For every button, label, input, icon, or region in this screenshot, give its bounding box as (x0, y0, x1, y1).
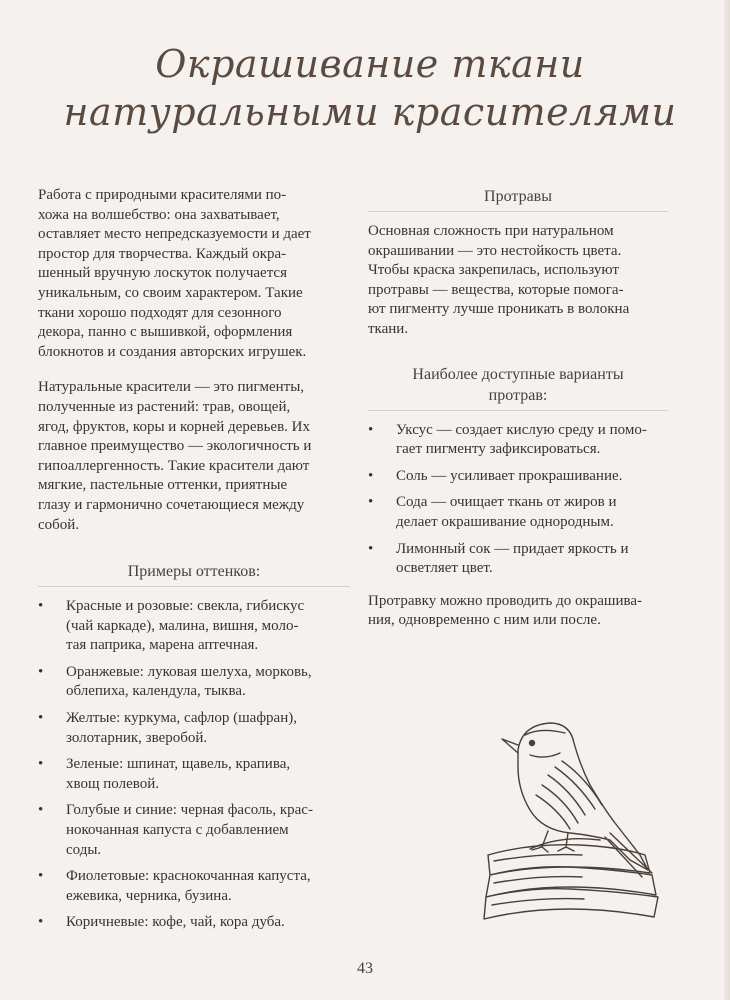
title-line-2: натуральными красителями (63, 90, 677, 134)
title-line-1: Окрашивание ткани (155, 42, 585, 86)
left-column (38, 186, 350, 940)
intro-paragraph: Работа с природными красителями по- хожа на волшебство: она захватывает, оставляет место непредсказуемости и дает простор для творчества. Каждый окра- шенный вручную лоскуток получается уникальным, со своим характером. Такие ткани хорошо подходят для сезонного декора, панно с вышивкой, оформления блокнотов и создания авторских игрушек. (38, 187, 311, 360)
list-item: • Коричневые: кофе, чай, кора дуба. (38, 914, 285, 931)
list-item: • Красные и розовые: свекла, гибискус (чай каркаде), малина, вишня, моло- тая паприка, марена аптечная. (38, 598, 305, 654)
mordant-variants-subheading: Наиболее доступные варианты протрав: (368, 364, 668, 411)
list-item: • Фиолетовые: краснокочанная капуста, ежевика, черника, бузина. (38, 868, 311, 904)
list-item: • Уксус — создает кислую среду и помо- гает пигменту зафиксироваться. (368, 421, 647, 458)
page-number: 43 (357, 960, 373, 977)
closing-paragraph: Протравку можно проводить до окрашива- ния, одновременно с ним или после. (368, 592, 643, 629)
mordants-list (368, 421, 668, 579)
bird-illustration-icon (470, 705, 680, 935)
page-title (60, 40, 680, 136)
list-item: • Лимонный сок — придает яркость и осветляет цвет. (368, 540, 629, 577)
list-item: • Сода — очищает ткань от жиров и делает окрашивание однородным. (368, 494, 617, 530)
shades-subheading: Примеры оттенков: (38, 561, 350, 587)
dyes-paragraph: Натуральные красители — это пигменты, полученные из растений: трав, овощей, ягод, фруктов, коры и корней деревьев. Их главное преимущество — экологичность и гипоаллергенность. Такие красители дают мягкие, пастельные оттенки, приятные глазу и гармонично сочетающиеся между собой. (38, 379, 312, 533)
list-item: • Соль — усиливает прокрашивание. (368, 467, 623, 484)
page-edge (724, 0, 730, 1000)
mordants-paragraph: Основная сложность при натуральном окрашивании — это нестойкость цвета. Чтобы краска закрепилась, используют протравы — вещества, которые помога- ют пигменту лучше проникать в волокна ткани. (368, 223, 630, 337)
list-item: • Голубые и синие: черная фасоль, крас- нокочанная капуста с добавлением соды. (38, 802, 313, 858)
shades-list (38, 597, 350, 933)
right-column (368, 186, 668, 631)
list-item: • Зеленые: шпинат, щавель, крапива, хвощ полевой. (38, 756, 291, 792)
list-item: • Желтые: куркума, сафлор (шафран), золотарник, зверобой. (38, 710, 297, 746)
mordants-subheading: Протравы (368, 186, 668, 212)
list-item: • Оранжевые: луковая шелуха, морковь, облепиха, календула, тыква. (38, 663, 312, 700)
